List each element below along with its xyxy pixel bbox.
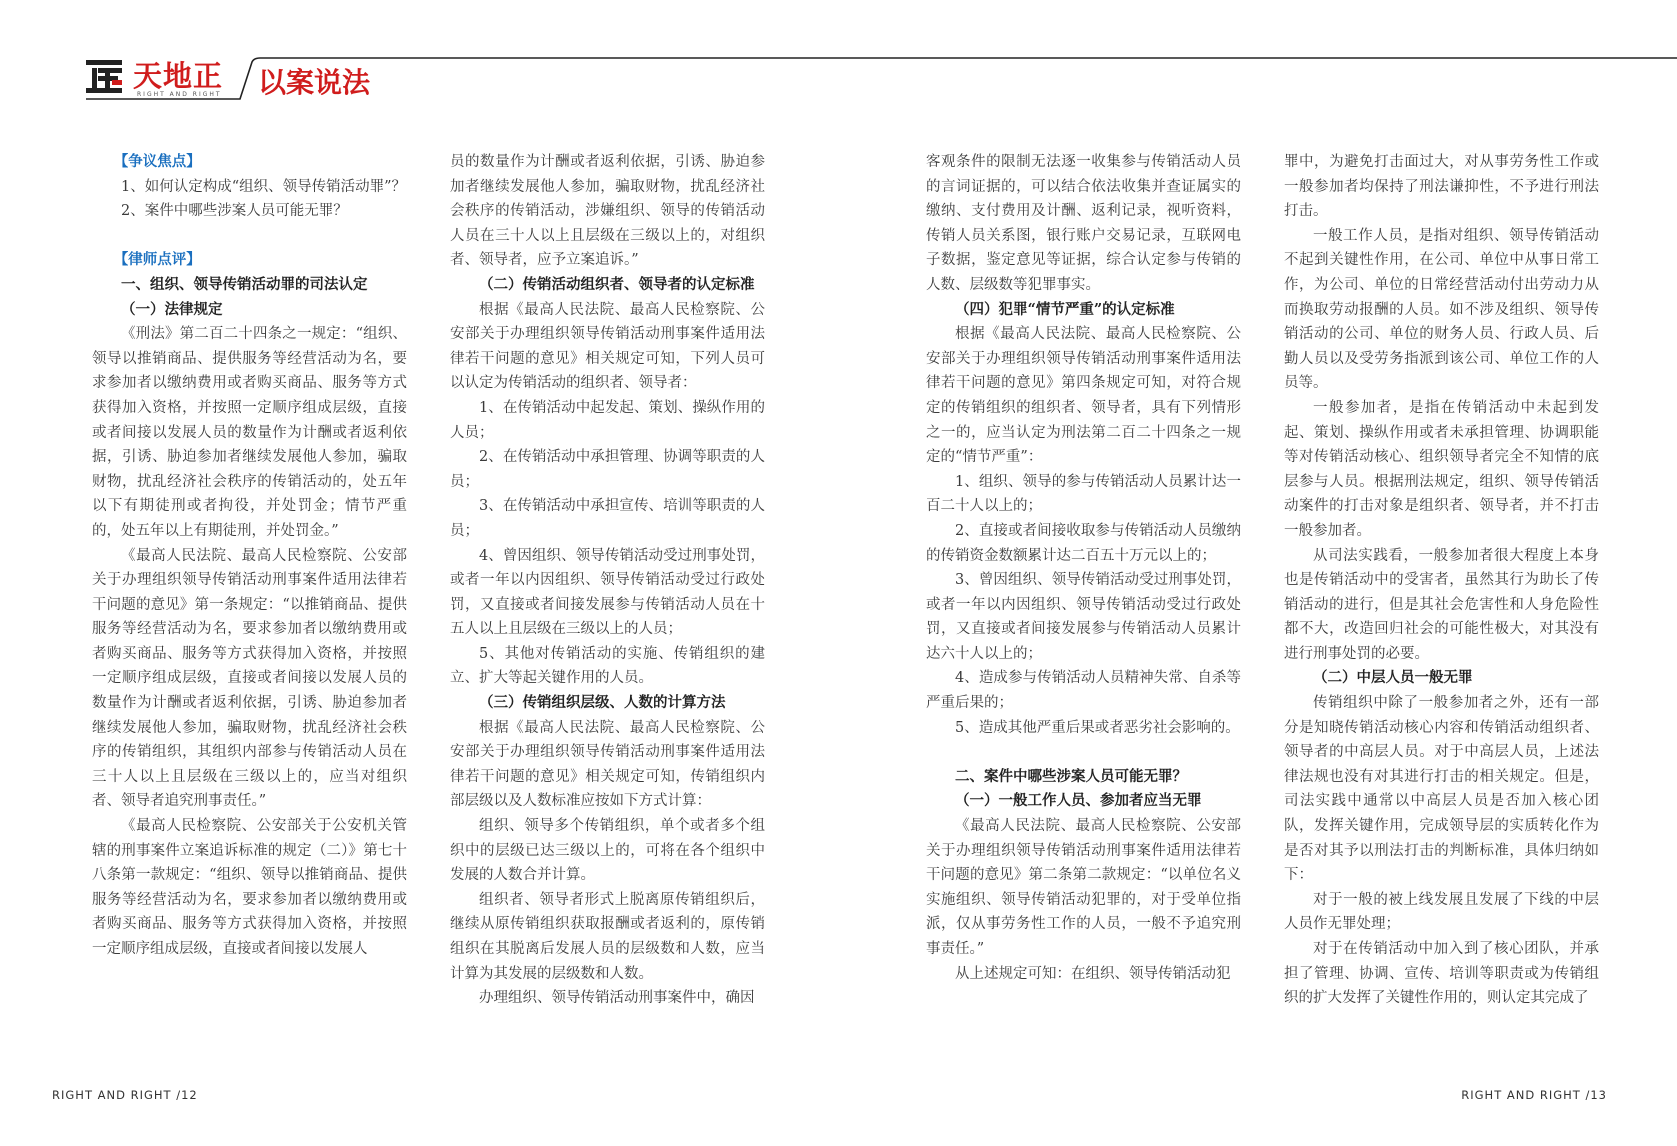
section-heading: （四）犯罪“情节严重”的认定标准: [955, 300, 1175, 318]
paragraph: 一般工作人员，是指对组织、领导传销活动不起到关键性作用，在公司、单位中从事日常工作，为公司、单位的日常经营活动付出劳动力从而换取劳动报酬的人员。如不涉及组织、领导传销活动的公司、单位的财务人员、行政人员、后勤人员以及受劳务指派到该公司、单位工作的人员等。: [1284, 227, 1599, 392]
spacer: [92, 224, 407, 249]
paragraph: 《最高人民检察院、公安部关于公安机关管辖的刑事案件立案追诉标准的规定（二）》第七十八条第一款规定：“组织、领导以推销商品、提供服务等经营活动为名，要求参加者以缴纳费用或者购买商品、服务等方式获得加入资格，并按照一定顺序组成层级，直接或者间接以发展人: [92, 818, 407, 957]
topic-tag: 【争议焦点】: [113, 153, 201, 170]
text-column-1: [92, 150, 407, 962]
section-heading: 二、案件中哪些涉案人员可能无罪？: [955, 767, 1187, 785]
paragraph: 《最高人民法院、最高人民检察院、公安部关于办理组织领导传销活动刑事案件适用法律若干问题的意见》第一条规定：“以推销商品、提供服务等经营活动为名，要求参加者以缴纳费用或者购买商品、服务等方式获得加入资格，并按照一定顺序组成层级，直接或者间接以发展人员的数量作为计酬或者返利依据，引诱、胁迫参加者继续发展他人参加，骗取财物，扰乱经济社会秩序的传销组织，其组织内部参与传销活动人员在三十人以上且层级在三级以上的，应当对组织者、领导者追究刑事责任。”: [92, 547, 407, 810]
paragraph: 1、如何认定构成“组织、领导传销活动罪”？: [121, 178, 407, 195]
paragraph: 3、在传销活动中承担宣传、培训等职责的人员；: [450, 498, 765, 539]
paragraph: 组织者、领导者形式上脱离原传销组织后，继续从原传销组织获取报酬或者返利的，原传销组织在其脱离后发展人员的层级数和人数，应当计算为其发展的层级数和人数。: [450, 891, 765, 982]
paragraph: 从司法实践看，一般参加者很大程度上本身也是传销活动中的受害者，虽然其行为助长了传销活动的进行，但是其社会危害性和人身危险性都不大，改造回归社会的可能性极大，对其没有进行刑事处罚的必要。: [1284, 547, 1599, 662]
paragraph: 4、造成参与传销活动人员精神失常、自杀等严重后果的；: [926, 670, 1241, 712]
page-header: [0, 0, 1677, 110]
paragraph: 根据《最高人民法院、最高人民检察院、公安部关于办理组织领导传销活动刑事案件适用法律若干问题的意见》第四条规定可知，对符合规定的传销组织的组织者、领导者，具有下列情形之一的，应当认定为刑法第二百二十四条之一规定的“情节严重”：: [926, 326, 1241, 466]
section-heading: （一）法律规定: [121, 300, 223, 318]
logo-text: 天地正: [133, 59, 224, 93]
header-rule-graphic: [0, 0, 1677, 110]
section-heading: （二）中层人员一般无罪: [1313, 669, 1473, 687]
paragraph: 2、案件中哪些涉案人员可能无罪？: [121, 203, 348, 220]
paragraph: 传销组织中除了一般参加者之外，还有一部分是知晓传销活动核心内容和传销活动组织者、领导者的中高层人员。对于中高层人员，上述法律法规也没有对其进行打击的相关规定。但是，司法实践中通常以中高层人员是否加入核心团队，发挥关键作用，完成领导层的实质转化作为是否对其予以刑法打击的判断标准，具体归纳如下：: [1284, 695, 1599, 884]
paragraph: 根据《最高人民法院、最高人民检察院、公安部关于办理组织领导传销活动刑事案件适用法律若干问题的意见》相关规定可知，下列人员可以认定为传销活动的组织者、领导者：: [450, 301, 765, 392]
text-column-4: [1284, 150, 1599, 1011]
paragraph: 罪中，为避免打击面过大，对从事劳务性工作或一般参加者均保持了刑法谦抑性，不予进行刑法打击。: [1284, 154, 1599, 220]
paragraph: 1、在传销活动中起发起、策划、操纵作用的人员；: [450, 399, 765, 441]
paragraph: 5、其他对传销活动的实施、传销组织的建立、扩大等起关键作用的人员。: [450, 645, 765, 687]
footer-page-right: RIGHT AND RIGHT /13: [1461, 1088, 1607, 1102]
section-heading: （一）一般工作人员、参加者应当无罪: [955, 792, 1202, 810]
paragraph: 4、曾因组织、领导传销活动受过刑事处罚，或者一年以内因组织、领导传销活动受过行政处罚，又直接或者间接发展参与传销活动人员在十五人以上且层级在三级以上的人员；: [450, 547, 765, 638]
spacer: [926, 740, 1241, 765]
paragraph: 一般参加者，是指在传销活动中未起到发起、策划、操纵作用或者未承担管理、协调职能等对传销活动核心、组织领导者完全不知情的底层参与人员。根据刑法规定，组织、领导传销活动案件的打击对象是组织者、领导者，并不打击一般参加者。: [1284, 399, 1599, 539]
paragraph: 5、造成其他严重后果或者恶劣社会影响的。: [955, 719, 1240, 736]
paragraph: 组织、领导多个传销组织，单个或者多个组织中的层级已达三级以上的，可将在各个组织中发展的人数合并计算。: [450, 818, 765, 884]
paragraph: 2、直接或者间接收取参与传销活动人员缴纳的传销资金数额累计达二百五十万元以上的；: [926, 522, 1241, 564]
text-column-3: [926, 150, 1241, 986]
footer-page-left: RIGHT AND RIGHT /12: [52, 1088, 198, 1102]
section-heading: （二）传销活动组织者、领导者的认定标准: [479, 275, 755, 293]
paragraph: 客观条件的限制无法逐一收集参与传销活动人员的言词证据的，可以结合依法收集并查证属实的缴纳、支付费用及计酬、返利记录，视听资料，传销人员关系图，银行账户交易记录，互联网电子数据，鉴定意见等证据，综合认定参与传销的人数、层级数等犯罪事实。: [926, 154, 1241, 293]
paragraph: 员的数量作为计酬或者返利依据，引诱、胁迫参加者继续发展他人参加，骗取财物，扰乱经济社会秩序的传销活动，涉嫌组织、领导的传销活动人员在三十人以上且层级在三级以上的，对组织者、领导者，应予立案追诉。”: [450, 154, 765, 269]
section-title: 以案说法: [258, 66, 371, 99]
logo-mark-icon: [86, 60, 122, 93]
logo-subtext: RIGHT AND RIGHT: [137, 91, 222, 98]
section-heading: （三）传销组织层级、人数的计算方法: [479, 694, 726, 712]
paragraph: 《最高人民法院、最高人民检察院、公安部关于办理组织领导传销活动刑事案件适用法律若干问题的意见》第二条第二款规定：“以单位名义实施组织、领导传销活动犯罪的，对于受单位指派，仅从事劳务性工作的人员，一般不予追究刑事责任。”: [926, 818, 1241, 957]
paragraph: 办理组织、领导传销活动刑事案件中，确因: [479, 990, 755, 1007]
text-column-2: [450, 150, 765, 1011]
paragraph: 《刑法》第二百二十四条之一规定：“组织、领导以推销商品、提供服务等经营活动为名，要求参加者以缴纳费用或者购买商品、服务等方式获得加入资格，并按照一定顺序组成层级，直接或者间接以发展人员的数量作为计酬或者返利依据，引诱、胁迫参加者继续发展他人参加，骗取财物，扰乱经济社会秩序的传销活动的，处五年以下有期徒刑或者拘役，并处罚金；情节严重的，处五年以上有期徒刑，并处罚金。”: [92, 326, 407, 539]
paragraph: 1、组织、领导的参与传销活动人员累计达一百二十人以上的；: [926, 473, 1241, 515]
paragraph: 2、在传销活动中承担管理、协调等职责的人员；: [450, 449, 765, 490]
topic-tag: 【律师点评】: [113, 251, 201, 269]
paragraph: 根据《最高人民法院、最高人民检察院、公安部关于办理组织领导传销活动刑事案件适用法律若干问题的意见》相关规定可知，传销组织内部层级以及人数标准应按如下方式计算：: [450, 719, 765, 810]
paragraph: 对于在传销活动中加入到了核心团队，并承担了管理、协调、宣传、培训等职责或为传销组织的扩大发挥了关键性作用的，则认定其完成了: [1284, 941, 1599, 1007]
section-heading: 一、组织、领导传销活动罪的司法认定: [121, 275, 368, 293]
paragraph: 从上述规定可知：在组织、领导传销活动犯: [955, 965, 1231, 982]
paragraph: 对于一般的被上线发展且发展了下线的中层人员作无罪处理；: [1284, 891, 1599, 933]
paragraph: 3、曾因组织、领导传销活动受过刑事处罚，或者一年以内因组织、领导传销活动受过行政处罚，又直接或者间接发展参与传销活动人员累计达六十人以上的；: [926, 572, 1241, 662]
